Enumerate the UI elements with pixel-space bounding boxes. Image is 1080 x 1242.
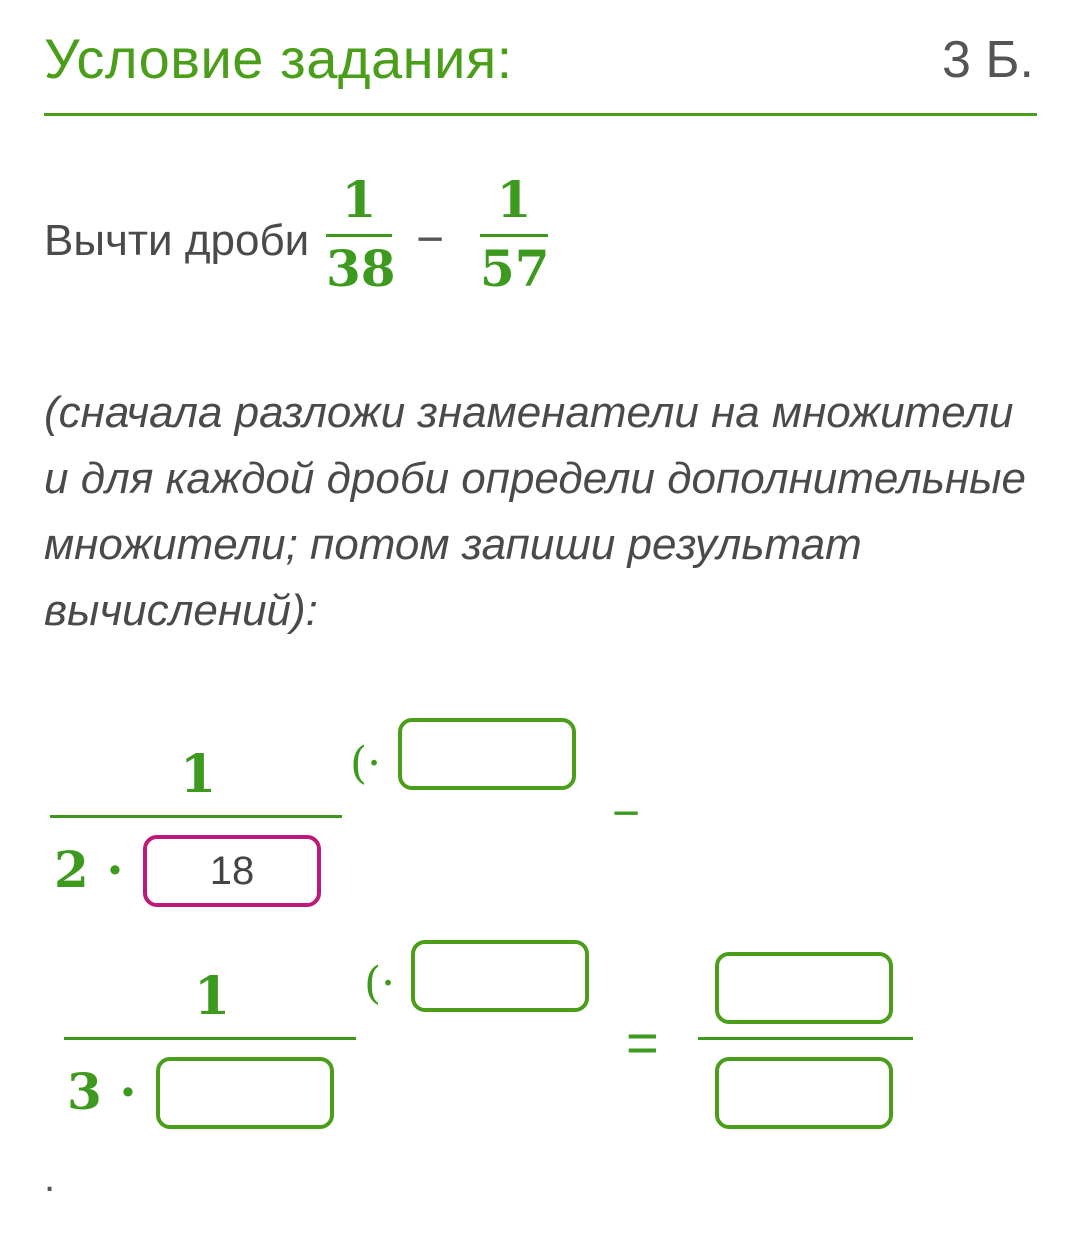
row1-denominator-input[interactable]: 18: [143, 835, 321, 907]
task-fraction-1-numerator: 1: [341, 170, 377, 229]
equals-sign: =: [626, 1011, 659, 1074]
result-fraction-bar: [698, 1037, 913, 1040]
points-badge: 3 Б.: [942, 31, 1034, 89]
task-fraction-2: [480, 172, 548, 297]
task-fraction-1: [326, 170, 396, 298]
row2-factor: 3 ·: [67, 1062, 137, 1121]
subtract-operator: −: [612, 787, 641, 840]
row1-fraction-bar: [50, 815, 342, 818]
task-fraction-1-denominator: 38: [326, 239, 396, 298]
task-fraction-2-numerator: 1: [496, 170, 532, 229]
row2-fraction-bar: [64, 1037, 356, 1040]
fraction-bar: [480, 234, 548, 237]
task-statement: [44, 172, 744, 312]
result-numerator-input[interactable]: [715, 952, 893, 1024]
row1-multiplier-paren: (·: [350, 738, 382, 789]
end-period: .: [44, 1156, 56, 1200]
result-denominator-input[interactable]: [715, 1057, 893, 1129]
task-fraction-2-denominator: 57: [480, 239, 550, 298]
task-minus-sign: −: [416, 213, 445, 266]
row2-multiplier-paren: (·: [364, 958, 396, 1009]
row1-factor: 2 ·: [54, 840, 124, 899]
header-divider: [44, 113, 1037, 116]
task-prefix: Вычти дроби: [44, 216, 310, 265]
fraction-bar: [326, 234, 392, 237]
row2-denominator-input[interactable]: [156, 1057, 334, 1129]
task-hint: (сначала разложи знаменатели на множители и для каждой дроби определи дополнительные множители; потом запиши результат вычислений):: [44, 388, 1026, 635]
row1-multiplier-input[interactable]: [398, 718, 576, 790]
row2-multiplier-input[interactable]: [411, 940, 589, 1012]
row2-numerator: 1: [194, 966, 231, 1027]
task-header-title: Условие задания:: [44, 27, 513, 90]
row1-numerator: 1: [180, 744, 217, 805]
